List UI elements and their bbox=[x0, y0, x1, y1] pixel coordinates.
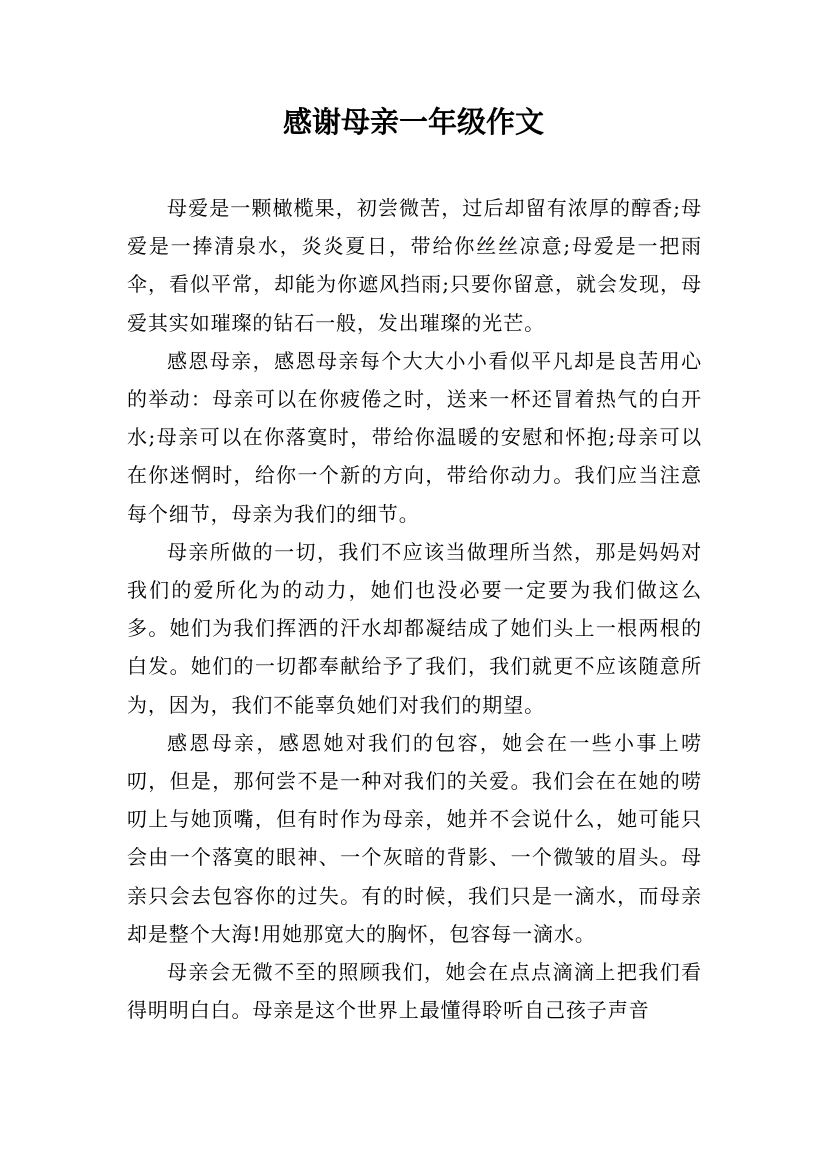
document-title: 感谢母亲一年级作文 bbox=[282, 105, 544, 139]
paragraph-3: 母亲所做的一切，我们不应该当做理所当然，那是妈妈对我们的爱所化为的动力，她们也没必要一定要为我们做这么多。她们为我们挥洒的汗水却都凝结成了她们头上一根两根的白发。她们的一切都奉献给予了我们，我们就更不应该随意所为，因为，我们不能辜负她们对我们的期望。 bbox=[127, 539, 702, 717]
paragraph-2: 感恩母亲，感恩母亲每个大大小小看似平凡却是良苦用心的举动：母亲可以在你疲倦之时，送来一杯还冒着热气的白开水;母亲可以在你落寞时，带给你温暖的安慰和怀抱;母亲可以在你迷惘时，给你一个新的方向，带给你动力。我们应当注意每个细节，母亲为我们的细节。 bbox=[127, 348, 702, 526]
paragraph-5: 母亲会无微不至的照顾我们，她会在点点滴滴上把我们看得明明白白。母亲是这个世界上最懂得聆听自己孩子声音 bbox=[127, 960, 702, 1023]
paragraph-4: 感恩母亲，感恩她对我们的包容，她会在一些小事上唠叨，但是，那何尝不是一种对我们的关爱。我们会在在她的唠叨上与她顶嘴，但有时作为母亲，她并不会说什么，她可能只会由一个落寞的眼神、一个灰暗的背影、一个微皱的眉头。母亲只会去包容你的过失。有的时候，我们只是一滴水，而母亲却是整个大海!用她那宽大的胸怀，包容每一滴水。 bbox=[127, 730, 702, 946]
paragraph-1: 母爱是一颗橄榄果，初尝微苦，过后却留有浓厚的醇香;母爱是一捧清泉水，炎炎夏日，带给你丝丝凉意;母爱是一把雨伞，看似平常，却能为你遮风挡雨;只要你留意，就会发现，母爱其实如璀璨的钻石一般，发出璀璨的光芒。 bbox=[127, 196, 702, 335]
document-body bbox=[127, 189, 702, 1029]
